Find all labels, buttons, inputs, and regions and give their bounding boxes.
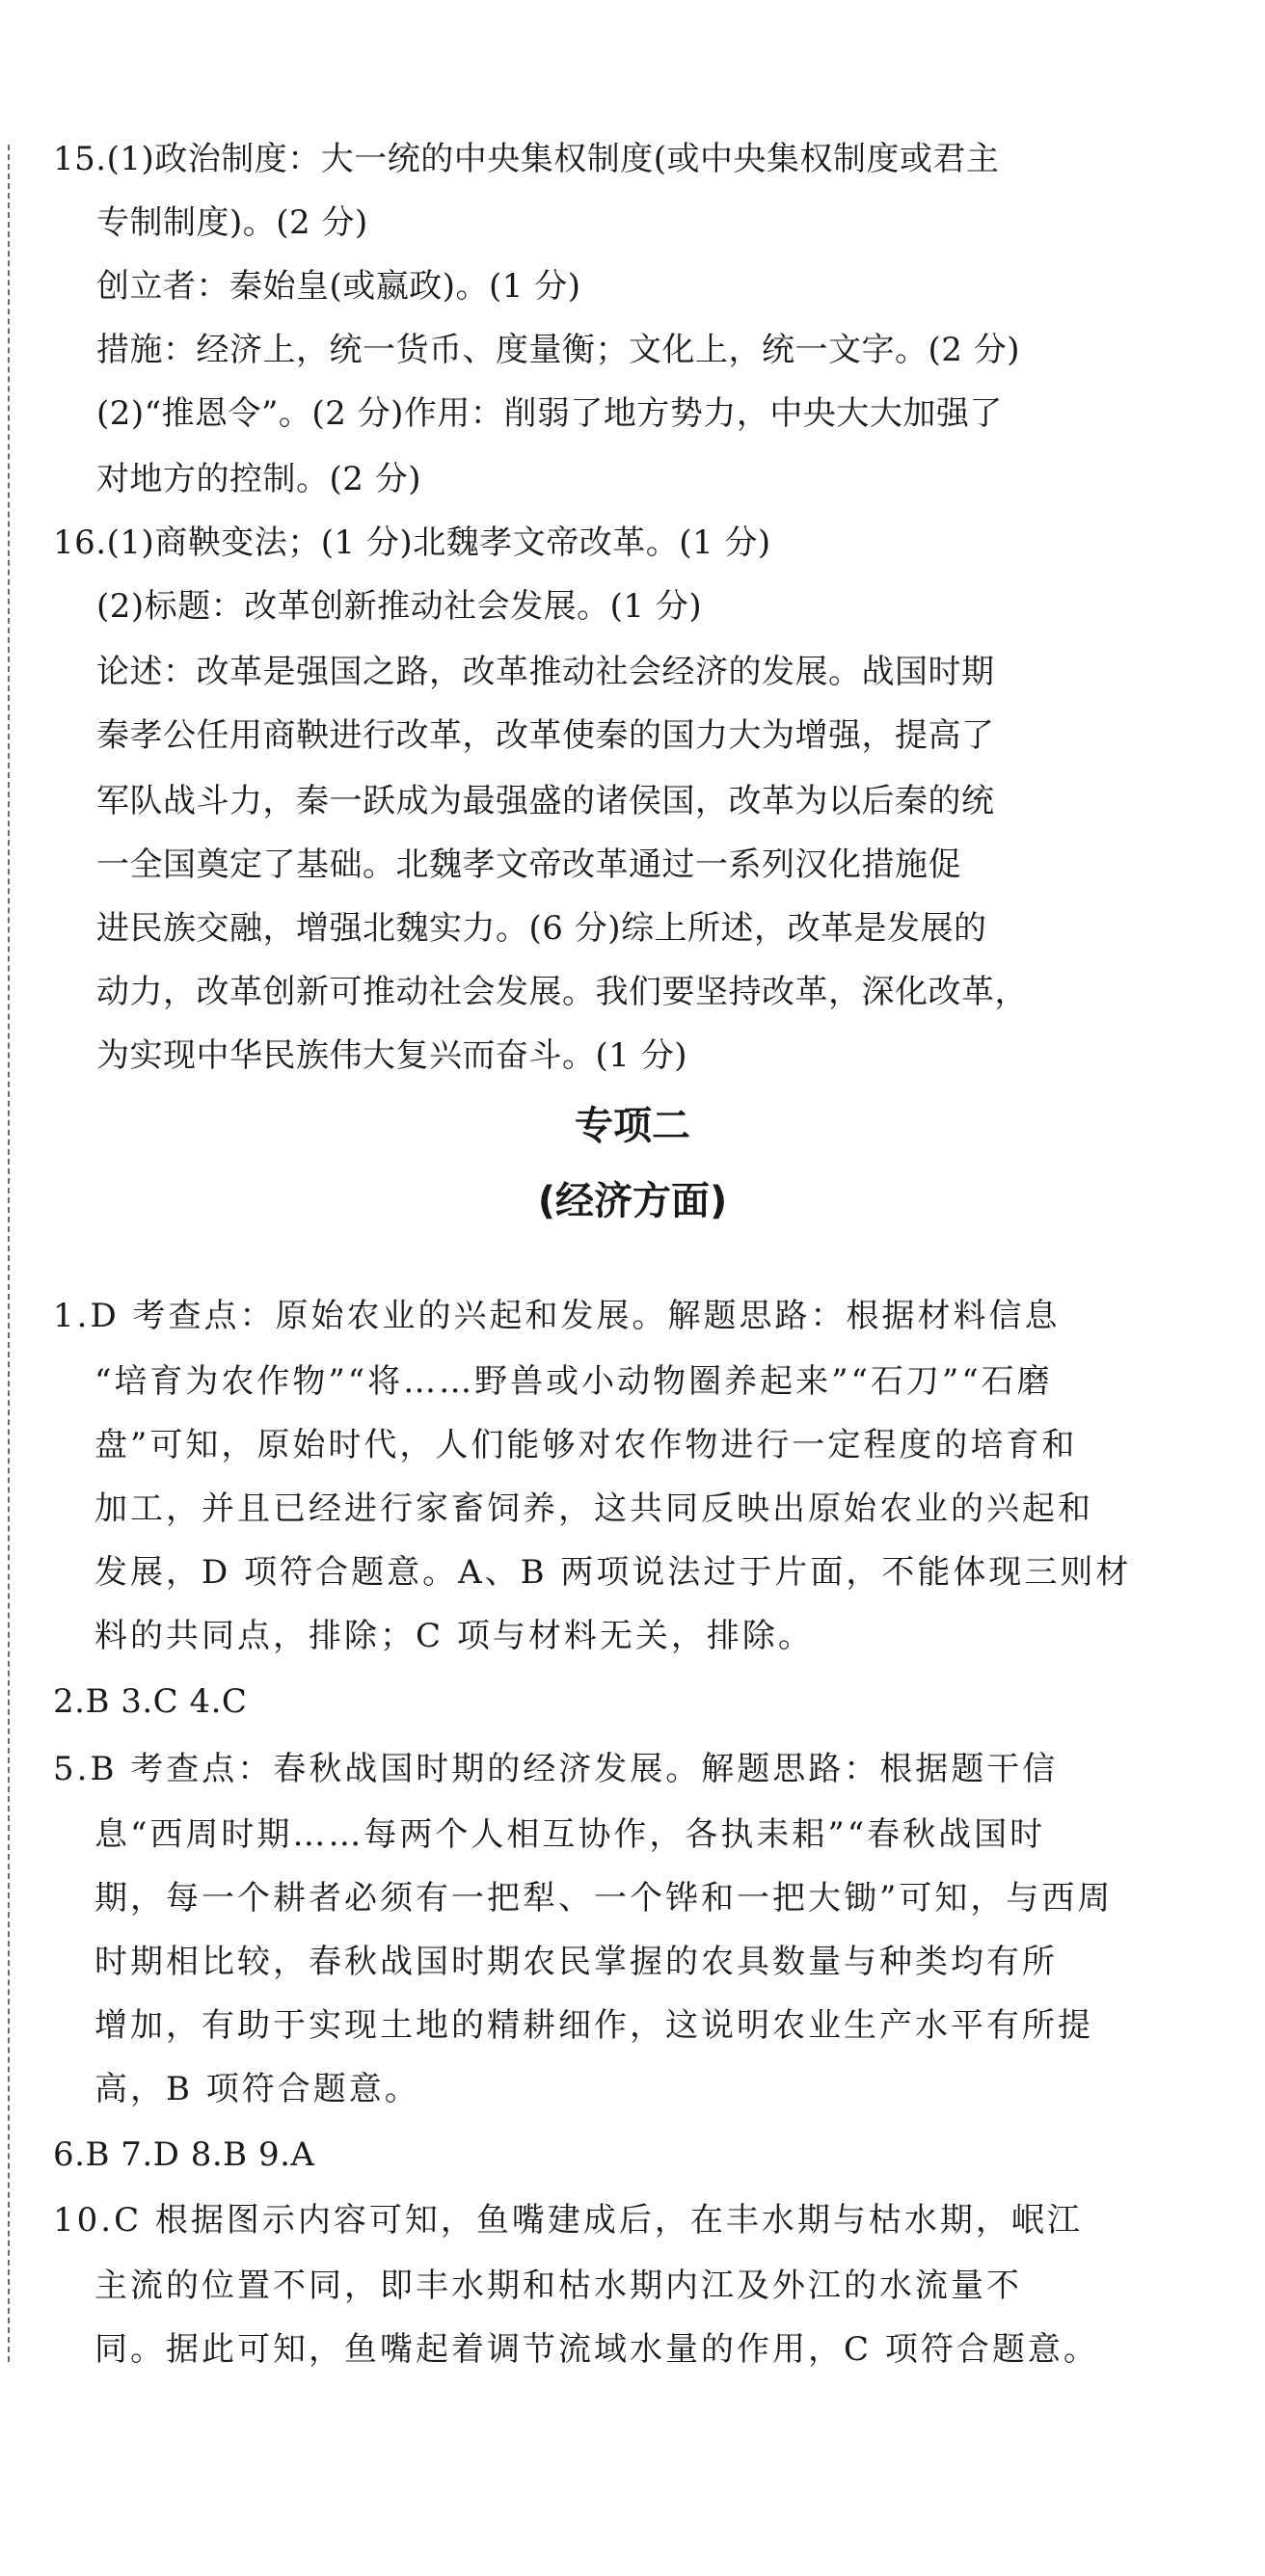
answer-5-line-2: 息“西周时期……每两个人相互协作，各执耒耜”“春秋战国时: [94, 1815, 1046, 1854]
section-subtitle: (经济方面): [537, 1179, 728, 1223]
q16-line-7: 进民族交融，增强北魏实力。(6 分)综上所述，改革是发展的: [96, 909, 987, 948]
q16-line-9: 为实现中华民族伟大复兴而奋斗。(1 分): [96, 1036, 687, 1075]
answer-5-line-1: 5.B 考查点：春秋战国时期的经济发展。解题思路：根据题干信: [53, 1750, 1059, 1788]
q15-line-5: (2)“推恩令”。(2 分)作用：削弱了地方势力，中央大大加强了: [96, 394, 1003, 433]
answer-1-line-5: 发展，D 项符合题意。A、B 两项说法过于片面，不能体现三则材: [94, 1553, 1132, 1592]
answer-5-line-5: 增加，有助于实现土地的精耕细作，这说明农业生产水平有所提: [94, 2006, 1093, 2045]
section-title: 专项二: [575, 1104, 690, 1148]
answer-1-line-2: “培育为农作物”“将……野兽或小动物圈养起来”“石刀”“石磨: [94, 1362, 1053, 1401]
answers-6-to-9: 6.B 7.D 8.B 9.A: [53, 2135, 315, 2174]
q16-line-6: 一全国奠定了基础。北魏孝文帝改革通过一系列汉化措施促: [96, 845, 961, 884]
answer-10-line-1: 10.C 根据图示内容可知，鱼嘴建成后，在丰水期与枯水期，岷江: [53, 2201, 1083, 2240]
answer-5-line-4: 时期相比较，春秋战国时期农民掌握的农具数量与种类均有所: [94, 1943, 1058, 1981]
answer-10-line-2: 主流的位置不同，即丰水期和枯水期内江及外江的水流量不: [94, 2267, 1022, 2305]
q16-line-5: 军队战斗力，秦一跃成为最强盛的诸侯国，改革为以后秦的统: [96, 782, 995, 820]
answer-5-line-6: 高，B 项符合题意。: [94, 2070, 420, 2108]
answer-1-line-1: 1.D 考查点：原始农业的兴起和发展。解题思路：根据材料信息: [53, 1297, 1061, 1335]
answer-5-line-3: 期，每一个耕者必须有一把犁、一个铧和一把大锄”可知，与西周: [94, 1879, 1114, 1918]
answer-1-line-6: 料的共同点，排除；C 项与材料无关，排除。: [94, 1617, 814, 1655]
q15-line-4: 措施：经济上，统一货币、度量衡；文化上，统一文字。(2 分): [96, 331, 1020, 369]
answers-2-to-4: 2.B 3.C 4.C: [53, 1682, 248, 1721]
q16-line-4: 秦孝公任用商鞅进行改革，改革使秦的国力大为增强，提高了: [96, 716, 995, 755]
answer-1-line-3: 盘”可知，原始时代，人们能够对农作物进行一定程度的培育和: [94, 1426, 1078, 1464]
q15-line-2: 专制制度)。(2 分): [96, 203, 368, 242]
q16-line-2: (2)标题：改革创新推动社会发展。(1 分): [96, 587, 703, 626]
q16-line-1: 16.(1)商鞅变法；(1 分)北魏孝文帝改革。(1 分): [53, 523, 771, 562]
q15-line-3: 创立者：秦始皇(或嬴政)。(1 分): [96, 267, 581, 306]
q15-line-6: 对地方的控制。(2 分): [96, 460, 421, 498]
q16-line-8: 动力，改革创新可推动社会发展。我们要坚持改革，深化改革，: [96, 973, 1028, 1011]
q16-line-3: 论述：改革是强国之路，改革推动社会经济的发展。战国时期: [96, 653, 995, 691]
binding-margin-line: [8, 145, 10, 2362]
answer-1-line-4: 加工，并且已经进行家畜饲养，这共同反映出原始农业的兴起和: [94, 1489, 1093, 1528]
q15-line-1: 15.(1)政治制度：大一统的中央集权制度(或中央集权制度或君主: [53, 140, 1000, 178]
answer-10-line-3: 同。据此可知，鱼嘴起着调节流域水量的作用，C 项符合题意。: [94, 2330, 1099, 2369]
